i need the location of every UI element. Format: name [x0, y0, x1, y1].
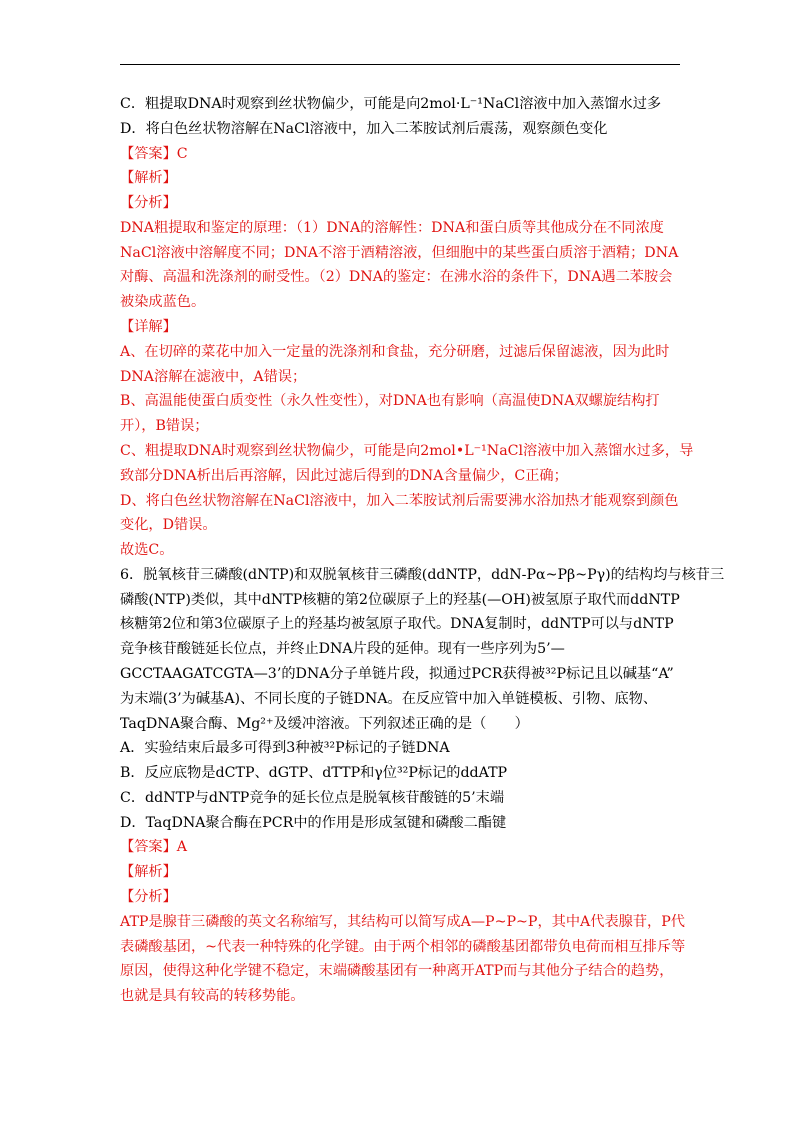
q5-analysis-label: 【解析】 [120, 170, 177, 187]
q5-detail-line: 变化，D错误。 [120, 517, 217, 534]
q6-analysis-label: 【解析】 [120, 864, 177, 881]
q5-option-c: C．粗提取DNA时观察到丝状物偏少，可能是向2mol·L⁻¹NaCl溶液中加入蒸馏水过多 [120, 96, 662, 112]
q6-fenxi-label: 【分析】 [120, 889, 177, 905]
q5-detail-line: A、在切碎的菜花中加入一定量的洗涤剂和食盐，充分研磨，过滤后保留滤液，因为此时 [120, 343, 670, 360]
q6-stem-line: GCCTAAGATCGTA—3’的DNA分子单链片段，拟通过PCR获得被³²P标记且以碱基“A” [120, 665, 674, 682]
q5-detail-line: 故选C。 [120, 542, 174, 559]
q6-fenxi-line: 也就是具有较高的转移势能。 [120, 988, 305, 1005]
q6-fenxi-line: ATP是腺苷三磷酸的英文名称缩写，其结构可以简写成A—P~P~P，其中A代表腺苷，P代 [120, 913, 685, 930]
q6-stem-line: 磷酸(NTP)类似，其中dNTP核糖的第2位碳原子上的羟基(—OH)被氢原子取代而ddNTP [120, 591, 680, 608]
q6-option-b: B．反应底物是dCTP、dGTP、dTTP和γ位³²P标记的ddATP [120, 765, 508, 782]
q5-fenxi-line: 对酶、高温和洗涤剂的耐受性。（2）DNA的鉴定：在沸水浴的条件下，DNA遇二苯胺会 [120, 269, 673, 286]
q6-option-c: C．ddNTP与dNTP竞争的延长位点是脱氧核苷酸链的5’末端 [120, 789, 505, 806]
q5-fenxi-line: NaCl溶液中溶解度不同；DNA不溶于酒精溶液，但细胞中的某些蛋白质溶于酒精；DNA [120, 244, 679, 261]
q5-detail-label: 【详解】 [120, 319, 177, 336]
q5-detail-line: D、将白色丝状物溶解在NaCl溶液中，加入二苯胺试剂后需要沸水浴加热才能观察到颜色 [120, 492, 679, 509]
q5-fenxi-line: DNA粗提取和鉴定的原理：（1）DNA的溶解性：DNA和蛋白质等其他成分在不同浓度 [120, 219, 664, 236]
q5-answer: 【答案】C [120, 145, 188, 162]
q6-stem-line: 6．脱氧核苷三磷酸(dNTP)和双脱氧核苷三磷酸(ddNTP，ddN-Pα~Pβ~Pγ)的结构均与核苷三 [120, 566, 725, 583]
q6-option-a: A．实验结束后最多可得到3种被³²P标记的子链DNA [120, 740, 450, 757]
q5-detail-line: 开），B错误； [120, 418, 209, 435]
q6-stem-line: 核糖第2位和第3位碳原子上的羟基均被氢原子取代。DNA复制时，ddNTP可以与dNTP [120, 616, 674, 633]
q6-answer: 【答案】A [120, 839, 187, 856]
q6-fenxi-line: 表磷酸基团，~代表一种特殊的化学键。由于两个相邻的磷酸基团都带负电荷而相互排斥等 [120, 938, 686, 955]
q6-option-d: D．TaqDNA聚合酶在PCR中的作用是形成氢键和磷酸二酯键 [120, 814, 507, 831]
q5-detail-line: 致部分DNA析出后再溶解，因此过滤后得到的DNA含量偏少，C正确； [120, 467, 568, 484]
q5-fenxi-label: 【分析】 [120, 195, 177, 212]
q6-stem-line: TaqDNA聚合酶、Mg²⁺及缓冲溶液。下列叙述正确的是（ ） [120, 715, 529, 732]
q5-detail-line: B、高温能使蛋白质变性（永久性变性），对DNA也有影响（高温使DNA双螺旋结构打 [120, 393, 660, 410]
document-body [120, 93, 725, 1010]
q5-detail-line: C、粗提取DNA时观察到丝状物偏少，可能是向2mol•L⁻¹NaCl溶液中加入蒸馏水过多，导 [120, 442, 694, 459]
q5-option-d: D．将白色丝状物溶解在NaCl溶液中，加入二苯胺试剂后震荡，观察颜色变化 [120, 120, 608, 137]
header-rule [120, 64, 680, 65]
q5-detail-line: DNA溶解在滤液中，A错误； [120, 368, 307, 385]
q6-stem-line: 竞争核苷酸链延长位点，并终止DNA片段的延伸。现有一些序列为5’— [120, 641, 565, 658]
q6-stem-line: 为末端(3’为碱基A)、不同长度的子链DNA。在反应管中加入单链模板、引物、底物、 [120, 690, 658, 707]
q6-fenxi-line: 原因，使得这种化学键不稳定，末端磷酸基团有一种离开ATP而与其他分子结合的趋势， [120, 963, 674, 980]
q5-fenxi-line: 被染成蓝色。 [120, 294, 206, 311]
